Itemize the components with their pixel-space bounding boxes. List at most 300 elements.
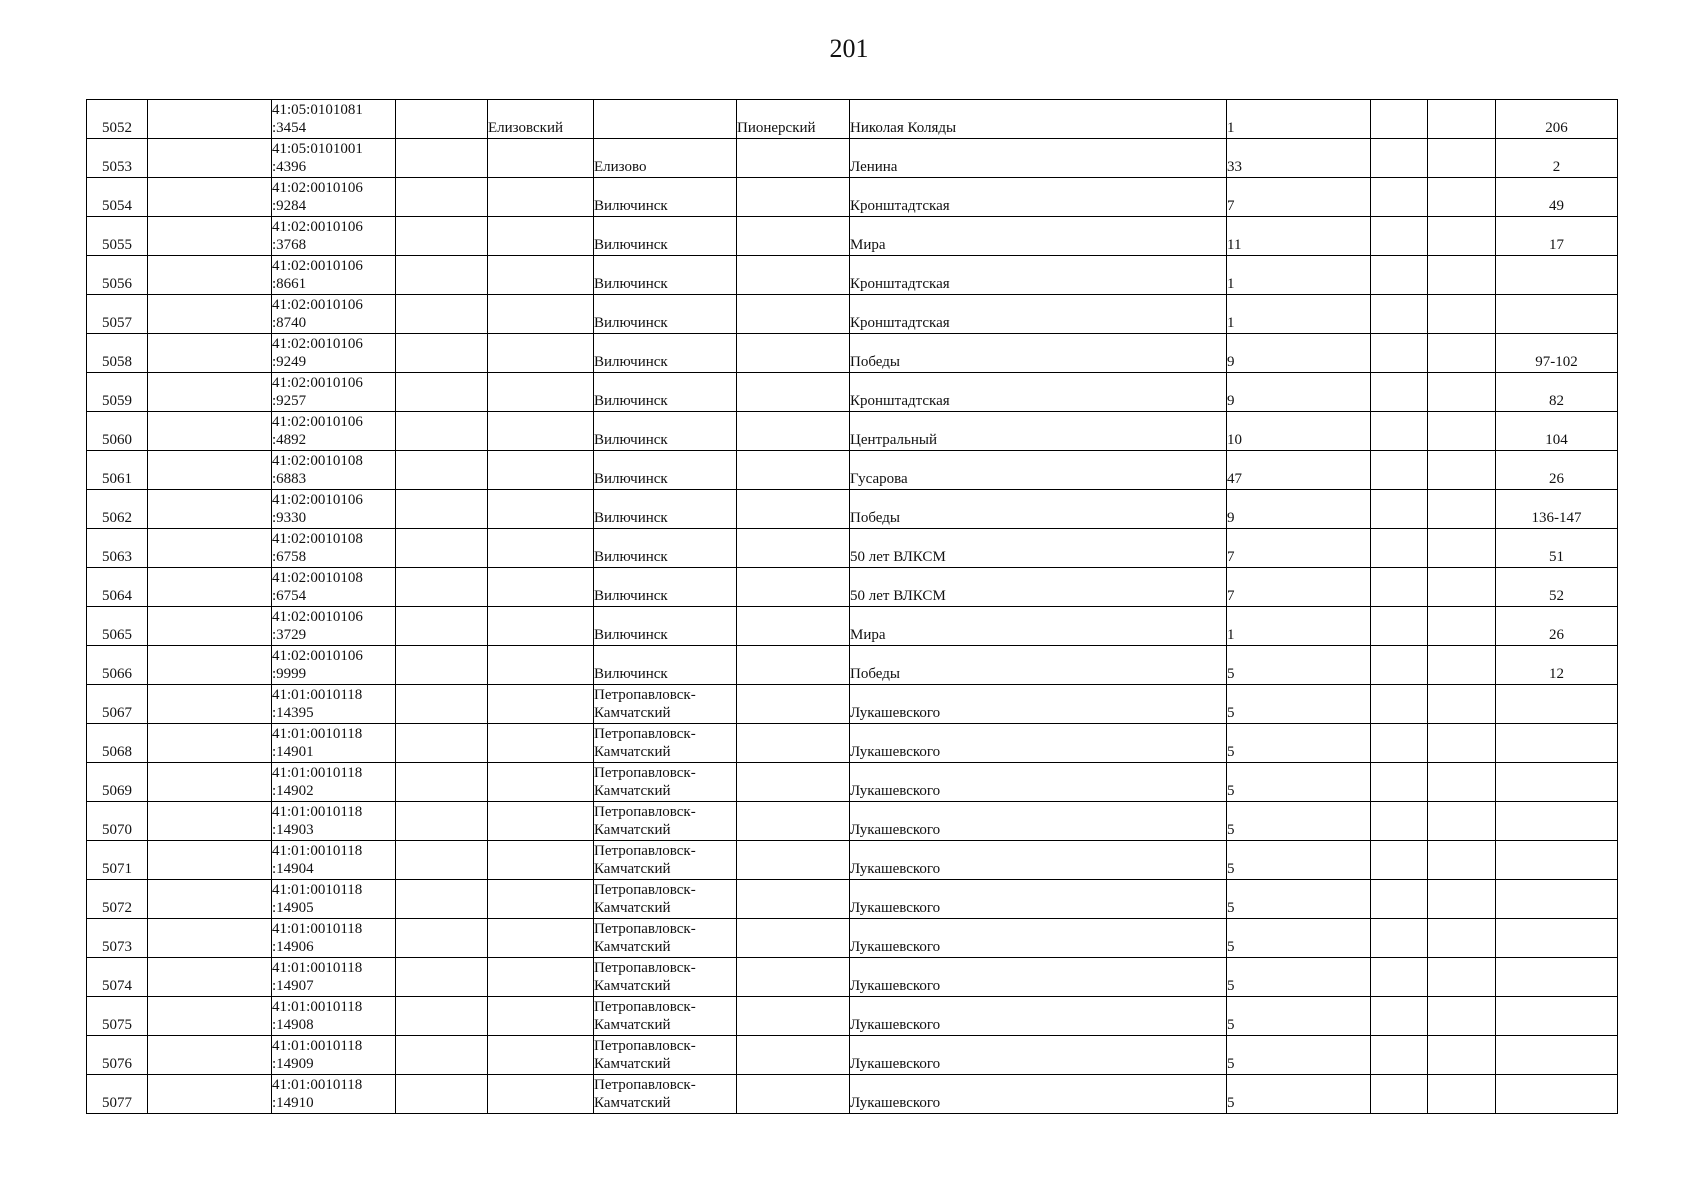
empty-cell (1371, 763, 1428, 802)
street-cell: Лукашевского (850, 685, 1227, 724)
street-cell: Лукашевского (850, 802, 1227, 841)
house-cell: 1 (1227, 295, 1371, 334)
street-cell: Кронштадтская (850, 295, 1227, 334)
cadastral-number-cell (272, 880, 396, 919)
empty-cell (148, 139, 272, 178)
empty-cell (1371, 919, 1428, 958)
cadastral-number-cell (272, 724, 396, 763)
city-text: Вилючинск (594, 393, 668, 409)
district-cell (488, 880, 594, 919)
row-number-cell: 5054 (87, 178, 148, 217)
table-body (87, 100, 1618, 1114)
empty-cell (396, 139, 488, 178)
row-number-cell: 5070 (87, 802, 148, 841)
street-cell: Победы (850, 334, 1227, 373)
empty-cell (148, 178, 272, 217)
empty-cell (1371, 607, 1428, 646)
empty-cell (1371, 451, 1428, 490)
cadastral-number-cell (272, 139, 396, 178)
cadastral-line-2: :4396 (272, 159, 307, 175)
city-cell (594, 490, 737, 529)
cadastral-number-cell (272, 373, 396, 412)
street-cell: Лукашевского (850, 841, 1227, 880)
cadastral-line-2: :14908 (272, 1017, 314, 1033)
cadastral-line-2: :3454 (272, 120, 307, 136)
city-line-1: Петропавловск- (594, 999, 696, 1015)
settlement-cell (737, 529, 850, 568)
row-number-cell: 5056 (87, 256, 148, 295)
empty-cell (148, 373, 272, 412)
house-cell: 7 (1227, 529, 1371, 568)
flat-cell: 82 (1496, 373, 1618, 412)
house-cell: 47 (1227, 451, 1371, 490)
city-text: Вилючинск (594, 510, 668, 526)
city-cell (594, 763, 737, 802)
city-cell (594, 568, 737, 607)
empty-cell (396, 256, 488, 295)
district-cell (488, 919, 594, 958)
city-text: Вилючинск (594, 276, 668, 292)
table-row (87, 646, 1618, 685)
empty-cell (396, 607, 488, 646)
table-row (87, 217, 1618, 256)
flat-cell: 51 (1496, 529, 1618, 568)
empty-cell (1428, 178, 1496, 217)
cadastral-number-cell (272, 217, 396, 256)
city-cell (594, 256, 737, 295)
street-cell: 50 лет ВЛКСМ (850, 529, 1227, 568)
empty-cell (1371, 1075, 1428, 1114)
street-cell: Мира (850, 607, 1227, 646)
district-cell (488, 724, 594, 763)
empty-cell (1428, 217, 1496, 256)
empty-cell (396, 763, 488, 802)
cadastral-number-cell (272, 802, 396, 841)
city-text: Вилючинск (594, 471, 668, 487)
empty-cell (148, 841, 272, 880)
house-cell: 33 (1227, 139, 1371, 178)
empty-cell (148, 256, 272, 295)
empty-cell (1428, 451, 1496, 490)
city-cell (594, 1036, 737, 1075)
city-line-1: Петропавловск- (594, 687, 696, 703)
cadastral-line-1: 41:01:0010118 (272, 882, 363, 898)
table-row (87, 763, 1618, 802)
empty-cell (396, 919, 488, 958)
empty-cell (1371, 373, 1428, 412)
cadastral-line-1: 41:05:0101001 (272, 141, 363, 157)
district-cell (488, 958, 594, 997)
city-line-1: Петропавловск- (594, 726, 696, 742)
city-line-2: Камчатский (594, 861, 671, 877)
empty-cell (1428, 568, 1496, 607)
flat-cell: 26 (1496, 451, 1618, 490)
table-row (87, 685, 1618, 724)
house-cell: 9 (1227, 490, 1371, 529)
cadastral-line-2: :14901 (272, 744, 314, 760)
cadastral-number-cell (272, 334, 396, 373)
settlement-cell: Пионерский (737, 100, 850, 139)
settlement-cell (737, 1036, 850, 1075)
empty-cell (148, 724, 272, 763)
empty-cell (1371, 997, 1428, 1036)
empty-cell (396, 1036, 488, 1075)
district-cell (488, 217, 594, 256)
empty-cell (1371, 958, 1428, 997)
table-row (87, 100, 1618, 139)
flat-cell (1496, 256, 1618, 295)
street-cell: Победы (850, 490, 1227, 529)
street-cell: Кронштадтская (850, 256, 1227, 295)
street-cell: Николая Коляды (850, 100, 1227, 139)
settlement-cell (737, 373, 850, 412)
empty-cell (148, 295, 272, 334)
table-row (87, 919, 1618, 958)
house-cell: 5 (1227, 685, 1371, 724)
city-line-2: Камчатский (594, 744, 671, 760)
flat-cell: 206 (1496, 100, 1618, 139)
flat-cell (1496, 997, 1618, 1036)
empty-cell (148, 997, 272, 1036)
empty-cell (1428, 763, 1496, 802)
empty-cell (1428, 607, 1496, 646)
empty-cell (1428, 139, 1496, 178)
table-row (87, 607, 1618, 646)
flat-cell (1496, 763, 1618, 802)
flat-cell: 49 (1496, 178, 1618, 217)
city-line-2: Камчатский (594, 822, 671, 838)
cadastral-number-cell (272, 763, 396, 802)
settlement-cell (737, 802, 850, 841)
empty-cell (396, 802, 488, 841)
flat-cell (1496, 685, 1618, 724)
empty-cell (396, 100, 488, 139)
cadastral-line-2: :4892 (272, 432, 307, 448)
house-cell: 5 (1227, 880, 1371, 919)
house-cell: 7 (1227, 568, 1371, 607)
row-number-cell: 5066 (87, 646, 148, 685)
cadastral-line-2: :14905 (272, 900, 314, 916)
flat-cell: 97-102 (1496, 334, 1618, 373)
settlement-cell (737, 178, 850, 217)
cadastral-line-1: 41:02:0010106 (272, 180, 363, 196)
empty-cell (148, 1075, 272, 1114)
empty-cell (1371, 568, 1428, 607)
city-cell (594, 217, 737, 256)
cadastral-line-1: 41:02:0010106 (272, 492, 363, 508)
settlement-cell (737, 568, 850, 607)
page-number: 201 (829, 34, 869, 63)
district-cell (488, 1036, 594, 1075)
district-cell (488, 997, 594, 1036)
cadastral-line-1: 41:02:0010106 (272, 375, 363, 391)
empty-cell (148, 685, 272, 724)
flat-cell (1496, 1036, 1618, 1075)
district-cell (488, 256, 594, 295)
row-number-cell: 5077 (87, 1075, 148, 1114)
empty-cell (1428, 841, 1496, 880)
row-number-cell: 5063 (87, 529, 148, 568)
cadastral-line-2: :3729 (272, 627, 307, 643)
cadastral-line-2: :14904 (272, 861, 314, 877)
flat-cell: 12 (1496, 646, 1618, 685)
house-cell: 1 (1227, 100, 1371, 139)
empty-cell (148, 763, 272, 802)
city-line-2: Камчатский (594, 900, 671, 916)
cadastral-line-1: 41:02:0010106 (272, 219, 363, 235)
empty-cell (1371, 178, 1428, 217)
house-cell: 5 (1227, 763, 1371, 802)
flat-cell: 104 (1496, 412, 1618, 451)
empty-cell (1428, 295, 1496, 334)
empty-cell (148, 100, 272, 139)
house-cell: 10 (1227, 412, 1371, 451)
empty-cell (1428, 646, 1496, 685)
house-cell: 9 (1227, 334, 1371, 373)
cadastral-number-cell (272, 568, 396, 607)
table-row (87, 841, 1618, 880)
empty-cell (396, 685, 488, 724)
cadastral-number-cell (272, 919, 396, 958)
district-cell (488, 1075, 594, 1114)
city-cell (594, 529, 737, 568)
city-line-1: Петропавловск- (594, 921, 696, 937)
empty-cell (1428, 685, 1496, 724)
cadastral-line-1: 41:01:0010118 (272, 999, 363, 1015)
settlement-cell (737, 490, 850, 529)
district-cell: Елизовский (488, 100, 594, 139)
district-cell (488, 295, 594, 334)
city-cell (594, 802, 737, 841)
street-cell: Лукашевского (850, 919, 1227, 958)
settlement-cell (737, 880, 850, 919)
row-number-cell: 5052 (87, 100, 148, 139)
empty-cell (1371, 685, 1428, 724)
district-cell (488, 373, 594, 412)
cadastral-line-2: :9257 (272, 393, 307, 409)
street-cell: Победы (850, 646, 1227, 685)
empty-cell (396, 217, 488, 256)
row-number-cell: 5067 (87, 685, 148, 724)
street-cell: Центральный (850, 412, 1227, 451)
city-text: Вилючинск (594, 237, 668, 253)
table-row (87, 295, 1618, 334)
settlement-cell (737, 958, 850, 997)
cadastral-number-cell (272, 685, 396, 724)
cadastral-line-2: :6883 (272, 471, 307, 487)
cadastral-line-1: 41:02:0010106 (272, 297, 363, 313)
cadastral-line-2: :9330 (272, 510, 307, 526)
flat-cell (1496, 880, 1618, 919)
street-cell: Лукашевского (850, 1036, 1227, 1075)
cadastral-number-cell (272, 178, 396, 217)
row-number-cell: 5071 (87, 841, 148, 880)
cadastral-number-cell (272, 1075, 396, 1114)
city-cell (594, 880, 737, 919)
row-number-cell: 5062 (87, 490, 148, 529)
cadastral-line-2: :8661 (272, 276, 307, 292)
cadastral-line-1: 41:02:0010108 (272, 531, 363, 547)
city-text: Вилючинск (594, 315, 668, 331)
empty-cell (1371, 841, 1428, 880)
flat-cell: 136-147 (1496, 490, 1618, 529)
cadastral-line-2: :14910 (272, 1095, 314, 1111)
house-cell: 5 (1227, 841, 1371, 880)
cadastral-line-2: :6758 (272, 549, 307, 565)
city-line-2: Камчатский (594, 1056, 671, 1072)
city-cell (594, 919, 737, 958)
table-row (87, 997, 1618, 1036)
house-cell: 7 (1227, 178, 1371, 217)
street-cell: Ленина (850, 139, 1227, 178)
house-cell: 11 (1227, 217, 1371, 256)
empty-cell (1371, 412, 1428, 451)
district-cell (488, 802, 594, 841)
empty-cell (396, 841, 488, 880)
empty-cell (396, 412, 488, 451)
flat-cell (1496, 958, 1618, 997)
city-cell (594, 334, 737, 373)
table-row (87, 568, 1618, 607)
cadastral-line-2: :14906 (272, 939, 314, 955)
empty-cell (148, 412, 272, 451)
table-row (87, 490, 1618, 529)
street-cell: Лукашевского (850, 880, 1227, 919)
district-cell (488, 451, 594, 490)
empty-cell (1371, 139, 1428, 178)
district-cell (488, 607, 594, 646)
house-cell: 5 (1227, 919, 1371, 958)
table-row (87, 178, 1618, 217)
flat-cell (1496, 919, 1618, 958)
cadastral-number-cell (272, 529, 396, 568)
cadastral-line-2: :9284 (272, 198, 307, 214)
empty-cell (396, 451, 488, 490)
city-line-1: Петропавловск- (594, 1038, 696, 1054)
street-cell: Мира (850, 217, 1227, 256)
empty-cell (148, 490, 272, 529)
flat-cell (1496, 802, 1618, 841)
district-cell (488, 334, 594, 373)
empty-cell (396, 529, 488, 568)
table-row (87, 256, 1618, 295)
flat-cell: 26 (1496, 607, 1618, 646)
row-number-cell: 5076 (87, 1036, 148, 1075)
empty-cell (148, 607, 272, 646)
row-number-cell: 5074 (87, 958, 148, 997)
cadastral-line-1: 41:01:0010118 (272, 726, 363, 742)
settlement-cell (737, 139, 850, 178)
district-cell (488, 139, 594, 178)
cadastral-line-2: :8740 (272, 315, 307, 331)
table-row (87, 334, 1618, 373)
empty-cell (396, 490, 488, 529)
table-row (87, 1036, 1618, 1075)
cadastral-line-1: 41:01:0010118 (272, 765, 363, 781)
settlement-cell (737, 724, 850, 763)
empty-cell (396, 880, 488, 919)
settlement-cell (737, 841, 850, 880)
house-cell: 5 (1227, 1075, 1371, 1114)
row-number-cell: 5072 (87, 880, 148, 919)
cadastral-line-1: 41:02:0010106 (272, 648, 363, 664)
city-cell (594, 841, 737, 880)
table-row (87, 958, 1618, 997)
cadastral-line-2: :14909 (272, 1056, 314, 1072)
empty-cell (148, 217, 272, 256)
flat-cell (1496, 841, 1618, 880)
cadastral-line-2: :14903 (272, 822, 314, 838)
empty-cell (1428, 256, 1496, 295)
empty-cell (1428, 1036, 1496, 1075)
cadastral-line-1: 41:01:0010118 (272, 1038, 363, 1054)
table-row (87, 802, 1618, 841)
row-number-cell: 5061 (87, 451, 148, 490)
district-cell (488, 568, 594, 607)
row-number-cell: 5055 (87, 217, 148, 256)
cadastral-line-1: 41:02:0010106 (272, 609, 363, 625)
empty-cell (396, 295, 488, 334)
empty-cell (1428, 1075, 1496, 1114)
street-cell: Кронштадтская (850, 373, 1227, 412)
cadastral-line-1: 41:01:0010118 (272, 1077, 363, 1093)
street-cell: Гусарова (850, 451, 1227, 490)
cadastral-line-2: :14902 (272, 783, 314, 799)
settlement-cell (737, 646, 850, 685)
table-row (87, 529, 1618, 568)
house-cell: 5 (1227, 724, 1371, 763)
table-row (87, 412, 1618, 451)
cadastral-number-cell (272, 100, 396, 139)
cadastral-line-1: 41:01:0010118 (272, 960, 363, 976)
city-text: Вилючинск (594, 666, 668, 682)
settlement-cell (737, 1075, 850, 1114)
empty-cell (1371, 646, 1428, 685)
empty-cell (396, 178, 488, 217)
cadastral-number-cell (272, 607, 396, 646)
settlement-cell (737, 685, 850, 724)
city-line-1: Петропавловск- (594, 843, 696, 859)
settlement-cell (737, 334, 850, 373)
city-cell (594, 451, 737, 490)
cadastral-line-1: 41:01:0010118 (272, 843, 363, 859)
district-cell (488, 412, 594, 451)
cadastral-number-cell (272, 451, 396, 490)
house-cell: 5 (1227, 958, 1371, 997)
cadastral-line-1: 41:02:0010108 (272, 453, 363, 469)
table-row (87, 139, 1618, 178)
district-cell (488, 529, 594, 568)
city-cell (594, 178, 737, 217)
district-cell (488, 646, 594, 685)
house-cell: 1 (1227, 607, 1371, 646)
table-row (87, 880, 1618, 919)
city-line-1: Петропавловск- (594, 765, 696, 781)
cadastral-line-2: :6754 (272, 588, 307, 604)
empty-cell (396, 568, 488, 607)
empty-cell (1428, 412, 1496, 451)
empty-cell (1371, 490, 1428, 529)
city-text: Вилючинск (594, 432, 668, 448)
empty-cell (1371, 100, 1428, 139)
settlement-cell (737, 412, 850, 451)
cadastral-line-1: 41:01:0010118 (272, 921, 363, 937)
settlement-cell (737, 919, 850, 958)
city-cell (594, 139, 737, 178)
empty-cell (1428, 334, 1496, 373)
empty-cell (396, 646, 488, 685)
city-text: Вилючинск (594, 354, 668, 370)
